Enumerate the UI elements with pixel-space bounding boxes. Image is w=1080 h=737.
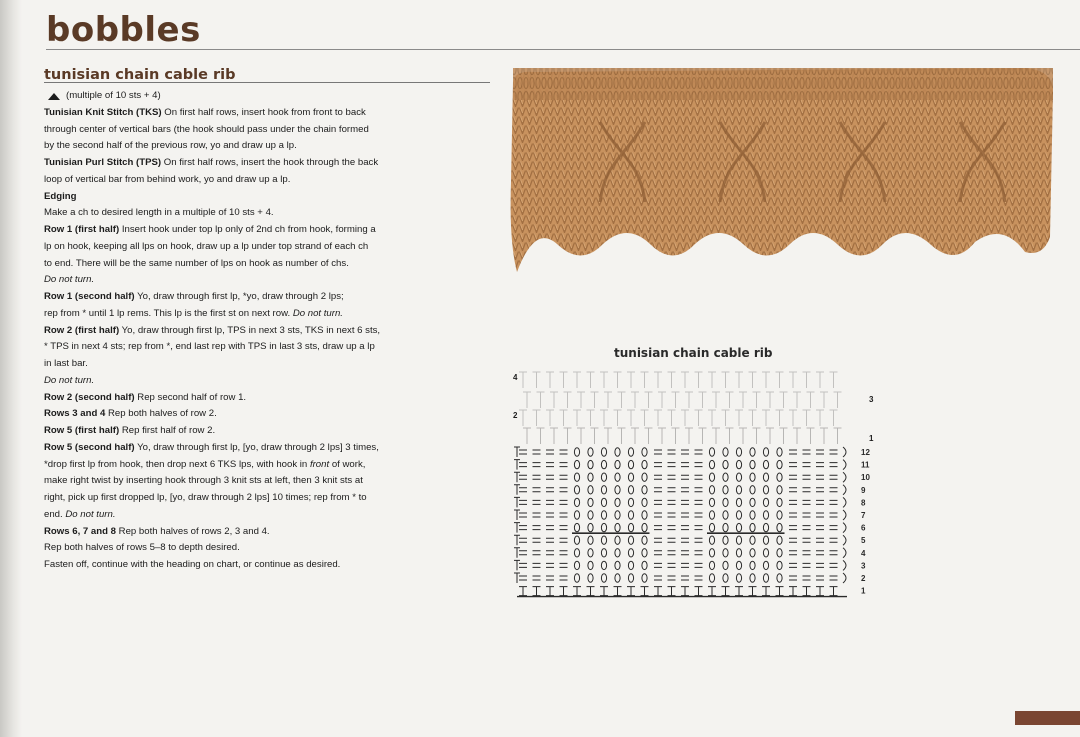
row2a-line-1: Row 2 (first half) Yo, draw through first lp, TPS in next 3 sts, TKS in next 6 sts,	[44, 324, 381, 336]
row1a-line-3: to end. There will be the same number of lps on hook as number of chs.	[44, 257, 349, 269]
tps-line-2: loop of vertical bar from behind work, yo and draw up a lp.	[44, 173, 291, 185]
row5b-line-4: right, pick up first dropped lp, [yo, draw through 2 lps] 10 times; rep from * to	[44, 492, 367, 503]
section-tab	[1015, 711, 1080, 725]
multiple-line	[44, 88, 494, 105]
tks-line-1: Tunisian Knit Stitch (TKS) On first half rows, insert hook from front to back	[44, 106, 366, 118]
row1a-line-2: lp on hook, keeping all lps on hook, draw up a lp under top strand of each ch	[44, 240, 369, 252]
heading-label-4: 4	[513, 373, 518, 382]
row-number-label: 10	[861, 473, 870, 483]
row1a-do-not-turn: Do not turn.	[44, 274, 95, 286]
row1b-label: Row 1 (second half)	[44, 291, 135, 302]
row-number-label: 6	[861, 523, 866, 533]
row1a-label: Row 1 (first half)	[44, 224, 120, 235]
edging-line: Make a ch to desired length in a multiple of 10 sts + 4.	[44, 207, 274, 219]
rows34-label: Rows 3 and 4	[44, 408, 106, 420]
row2a-label: Row 2 (first half)	[44, 324, 120, 336]
multiple-text: (multiple of 10 sts + 4)	[66, 90, 161, 101]
rows678-line: Rows 6, 7 and 8 Rep both halves of rows 2, 3 and 4.	[44, 525, 270, 537]
row1b-line-2: rep from * until 1 lp rems. This lp is the first st on next row. Do not turn.	[44, 307, 343, 319]
row-number-label: 5	[861, 536, 866, 546]
row5b-line-3: make right twist by inserting hook through 3 knit sts at left, then 3 knit sts at	[44, 475, 363, 487]
page-title: bobbles	[46, 10, 201, 50]
row2a-line-3: in last bar.	[44, 358, 88, 369]
row-number-label: 11	[861, 460, 870, 470]
stitch-chart	[505, 362, 880, 612]
repeat-line: Rep both halves of rows 5–8 to depth desired.	[44, 542, 240, 554]
heading-label-3: 3	[869, 395, 874, 404]
tps-line-1: Tunisian Purl Stitch (TPS) On first half rows, insert the hook through the back	[44, 157, 379, 168]
row-number-label: 1	[861, 586, 866, 596]
row5b-line-2: *drop first lp from hook, then drop next 6 TKS lps, with hook in front of work,	[44, 458, 366, 470]
row5b-line-1: Row 5 (second half) Yo, draw through first lp, [yo, draw through 2 lps] 3 times,	[44, 441, 379, 453]
rows678-label: Rows 6, 7 and 8	[44, 525, 116, 537]
row2b-line: Row 2 (second half) Rep second half of row 1.	[44, 391, 247, 403]
section-title: tunisian chain cable rib	[44, 67, 236, 83]
row-number-label: 8	[861, 498, 866, 508]
chart-title: tunisian chain cable rib	[614, 346, 773, 360]
edging-heading: Edging	[44, 190, 77, 202]
row1a-line-1: Row 1 (first half) Insert hook under top lp only of 2nd ch from hook, forming a	[44, 224, 376, 235]
rows34-line: Rows 3 and 4 Rep both halves of row 2.	[44, 408, 217, 420]
tks-line-2: through center of vertical bars (the hook should pass under the chain formed	[44, 123, 369, 135]
swatch-photo	[505, 62, 1060, 292]
row2a-do-not-turn: Do not turn.	[44, 374, 95, 386]
chart-grid	[514, 372, 847, 597]
row5b-label: Row 5 (second half)	[44, 441, 135, 453]
row5b-line-5: end. Do not turn.	[44, 508, 116, 520]
row2a-line-2: * TPS in next 4 sts; rep from *, end last rep with TPS in last 3 sts, draw up a lp	[44, 341, 375, 353]
row5a-label: Row 5 (first half)	[44, 425, 120, 436]
tks-line-3: by the second half of the previous row, yo and draw up a lp.	[44, 140, 297, 152]
title-rule	[46, 49, 1080, 50]
fasten-off-line: Fasten off, continue with the heading on chart, or continue as desired.	[44, 559, 341, 570]
row-number-label: 4	[861, 548, 866, 558]
instructions	[44, 88, 494, 574]
triangle-skill-icon	[48, 93, 60, 100]
heading-label-1: 1	[869, 434, 874, 443]
swatch-edge-band	[513, 68, 1053, 100]
tps-label: Tunisian Purl Stitch (TPS)	[44, 157, 162, 168]
row5a-line: Row 5 (first half) Rep first half of row 2.	[44, 425, 216, 436]
heading-label-2: 2	[513, 411, 518, 420]
row2b-label: Row 2 (second half)	[44, 391, 135, 403]
row-number-label: 12	[861, 448, 870, 457]
row-number-label: 2	[861, 574, 866, 583]
row-numbers	[861, 448, 870, 596]
row1b-line-1: Row 1 (second half) Yo, draw through first lp, *yo, draw through 2 lps;	[44, 291, 344, 302]
tks-label: Tunisian Knit Stitch (TKS)	[44, 106, 162, 118]
section-rule	[44, 82, 490, 83]
row-number-label: 3	[861, 561, 866, 571]
row-number-label: 7	[861, 511, 866, 520]
book-gutter-shadow	[0, 0, 22, 737]
row-number-label: 9	[861, 485, 866, 495]
